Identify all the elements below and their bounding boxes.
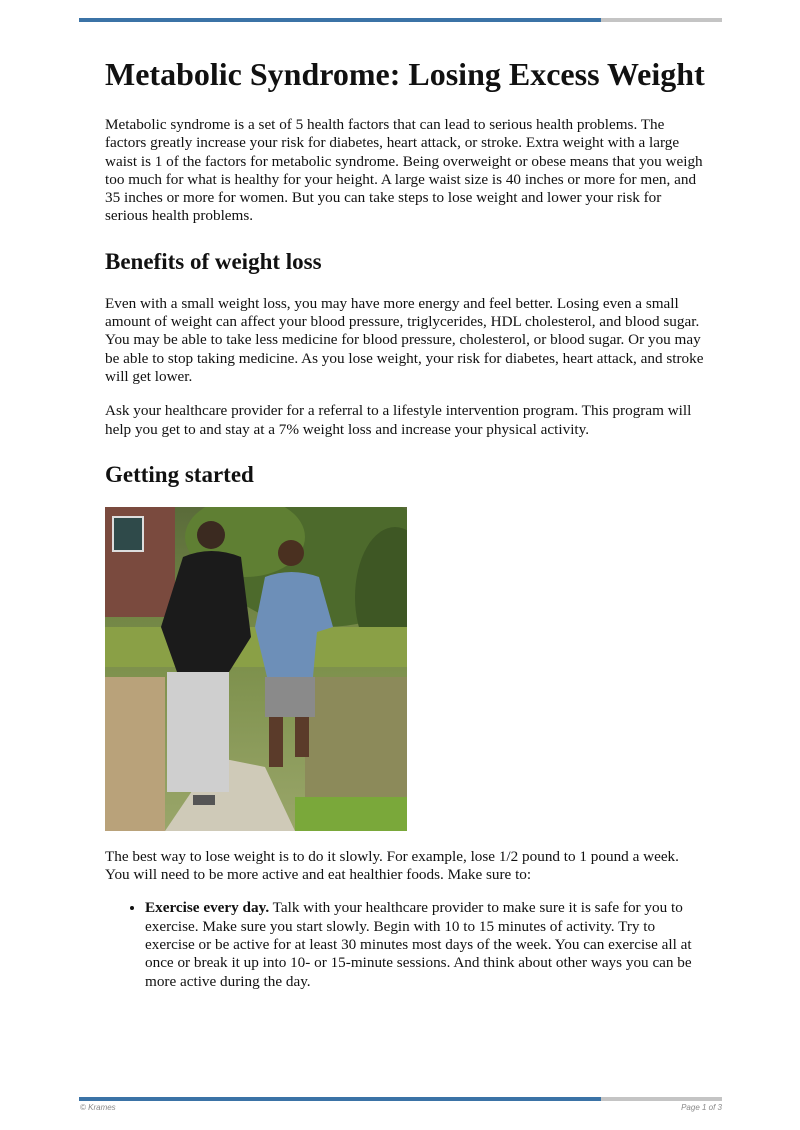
tips-list [105, 899, 705, 990]
heading-getting-started: Getting started [105, 461, 254, 487]
footer-rule [79, 1097, 722, 1101]
article [105, 56, 705, 991]
benefits-paragraph-2: Ask your healthcare provider for a referral to a lifestyle intervention program. This program will help you get to and stay at a 7% weight loss and increase your physical activity. [105, 402, 692, 438]
heading-benefits: Benefits of weight loss [105, 248, 322, 274]
bullet-bold-lead: Exercise every day. [145, 899, 270, 917]
footer-page-number: Page 1 of 3 [681, 1103, 722, 1112]
bullet-text: Talk with your healthcare provider to make sure it is safe for you to exercise. Make sure you start slowly. Begin with 10 to 15 minutes of activity. Try to exercise or be active for at least 30 minutes most days of the week. You can exercise all at once or break it up into 10- or 15-minute sessions. And think about other ways you can be more active during the day. [145, 899, 692, 990]
benefits-paragraph-1: Even with a small weight loss, you may have more energy and feel better. Losing even a small amount of weight can affect your blood pressure, triglycerides, HDL cholesterol, and blood sugar. You may be able to take less medicine for blood pressure, cholesterol, or blood sugar. Or you may be able to stop taking medicine. As you lose weight, your risk for diabetes, heart attack, and stroke will get lower. [105, 294, 704, 385]
list-item [145, 899, 705, 990]
footer-rule-accent [79, 1097, 601, 1101]
header-rule [79, 18, 722, 22]
intro-paragraph: Metabolic syndrome is a set of 5 health factors that can lead to serious health problems. The factors greatly increase your risk for diabetes, heart attack, or stroke. Extra weight with a large waist is 1 of the factors for metabolic syndrome. Being overweight or obese means that you weigh too much for what is healthy for your height. A large waist size is 40 inches or more for men, and 35 inches or more for women. But you can take steps to lose weight and lower your risk for serious health problems. [105, 116, 703, 225]
getting-started-paragraph: The best way to lose weight is to do it slowly. For example, lose 1/2 pound to 1 pound a week. You will need to be more active and eat healthier foods. Make sure to: [105, 847, 679, 884]
page-title: Metabolic Syndrome: Losing Excess Weight [105, 56, 705, 92]
footer-copyright: © Krames [80, 1103, 116, 1112]
header-rule-accent [79, 18, 601, 22]
photo-two-men-walking [105, 507, 407, 831]
